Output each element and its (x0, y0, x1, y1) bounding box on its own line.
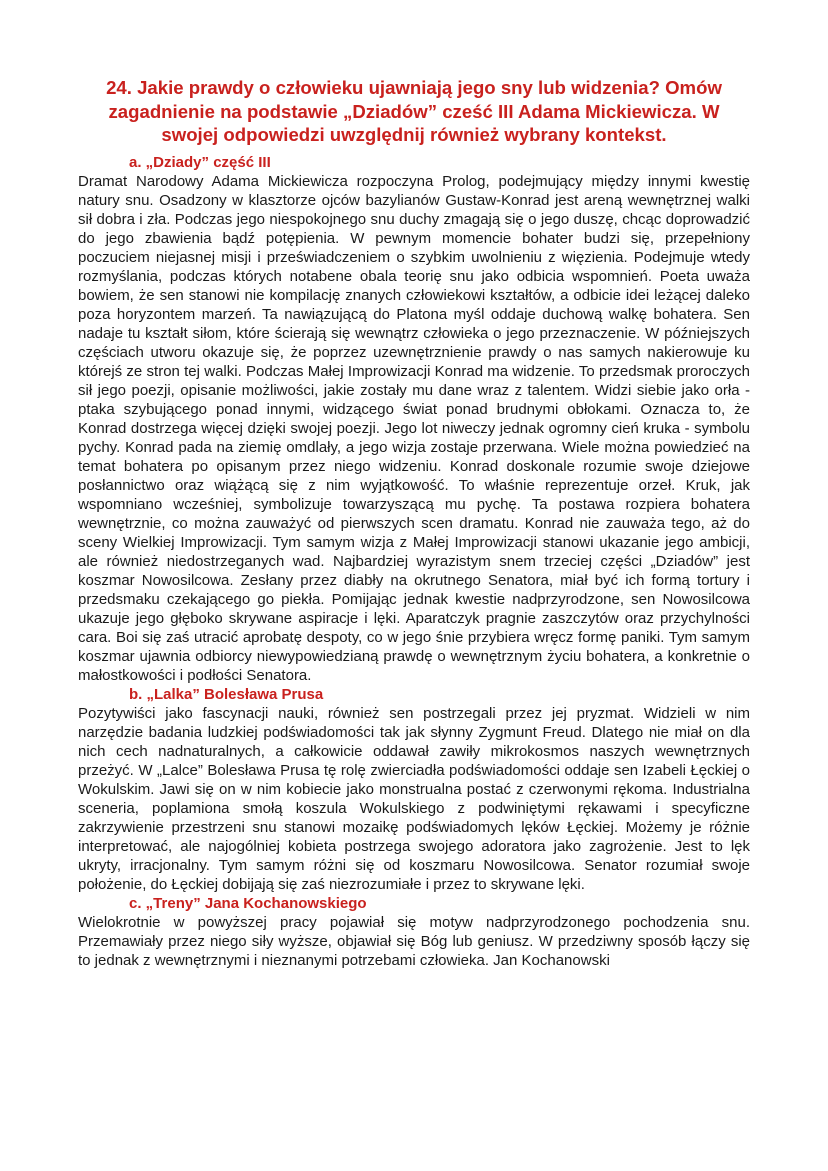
section-text-treny: Wielokrotnie w powyższej pracy pojawiał się motyw nadprzyrodzonego pochodzenia snu. Przemawiały przez niego siły wyższe, objawiał się Bóg lub geniusz. W przedziwny sposób łączy się to jednak z wewnętrznymi i nieznanymi potrzebami człowieka. Jan Kochanowski (78, 913, 750, 969)
document-page (78, 76, 750, 970)
section-heading-treny: c. „Treny” Jana Kochanowskiego (129, 894, 367, 912)
document-title: 24. Jakie prawdy o człowieku ujawniają jego sny lub widzenia? Omów zagadnienie na podstawie „Dziadów” cześć III Adama Mickiewicza. W swojej odpowiedzi uwzględnij również wybrany kontekst. (106, 77, 722, 145)
section-heading-lalka: b. „Lalka” Bolesława Prusa (129, 685, 324, 703)
section-text-dziady: Dramat Narodowy Adama Mickiewicza rozpoczyna Prolog, podejmujący między innymi kwestię natury snu. Osadzony w klasztorze ojców bazylianów Gustaw-Konrad jest areną wewnętrznej walki sił dobra i zła. Podczas jego niespokojnego snu duchy zmagają się o jego duszę, chcąc doprowadzić do jego zbawienia bądź potępienia. W pewnym momencie bohater budzi się, przepełniony poczuciem niejasnej misji i przeświadczeniem o szybkim uwolnieniu z więzienia. Podejmuje wtedy rozmyślania, podczas których notabene obala teorię snu jako odbicia wspomnień. Poeta uważa bowiem, że sen stanowi nie kompilację znanych człowiekowi kształtów, a odbicie idei leżącej daleko poza horyzontem marzeń. Ta nawiązującą do Platona myśl oddaje duchową walkę bohatera. Sen nadaje tu kształt siłom, które ścierają się wewnątrz człowieka o jego przeznaczenie. W późniejszych częściach utworu okazuje się, że poprzez uzewnętrznienie prawdy o nas samych nakierowuje ku którejś ze stron tej walki. Podczas Małej Improwizacji Konrad ma widzenie. To przedsmak proroczych sił jego poezji, opisanie możliwości, jakie zostały mu dane wraz z talentem. Widzi siebie jako orła - ptaka szybującego ponad innymi, widzącego świat ponad brudnymi obłokami. Oznacza to, że Konrad dostrzega więcej dzięki swojej poezji. Jego lot niweczy jednak ogromny cień kruka - symbolu pychy. Konrad pada na ziemię omdlały, a jego wizja zostaje przerwana. Wiele można powiedzieć na temat bohatera po opisanym przez niego widzeniu. Konrad doskonale rozumie swoje dziejowe posłannictwo oraz wiążącą się z nim wyjątkowość. To właśnie reprezentuje orzeł. Kruk, jak wspomniano wcześniej, symbolizuje towarzyszącą mu pychę. Ta postawa rozpiera bohatera wewnętrznie, co można zauważyć od pierwszych scen dramatu. Konrad nie zauważa tego, aż do sceny Wielkiej Improwizacji. Tym samym wizja z Małej Improwizacji stanowi ukazanie jego ambicji, ale również niedostrzeganych wad. Najbardziej wyrazistym snem trzeciej części „Dziadów” jest koszmar Nowosilcowa. Zesłany przez diabły na okrutnego Senatora, miał być ich formą tortury i przedsmaku czekającego go piekła. Pomijając jednak kwestie nadprzyrodzone, sen Nowosilcowa ukazuje jego głęboko skrywane aspiracje i lęki. Aparatczyk pragnie zaszczytów oraz przychylności cara. Boi się zaś utracić aprobatę despoty, co w jego śnie przybiera wręcz formę paniki. Tym samym koszmar ujawnia odbiorcy niewypowiedzianą prawdę o wewnętrznym życiu bohatera, a konkretnie o małostkowości i podłości Senatora. (78, 172, 750, 684)
section-text-lalka: Pozytywiści jako fascynacji nauki, również sen postrzegali przez jej pryzmat. Widzieli w nim narzędzie badania ludzkiej podświadomości tak jak słynny Zygmunt Freud. Dlatego nie miał on dla nich cech nadnaturalnych, a całkowicie oddawał zawiły mikrokosmos naszych wewnętrznych przeżyć. W „Lalce” Bolesława Prusa tę rolę zwierciadła podświadomości oddaje sen Izabeli Łęckiej o Wokulskim. Jawi się on w nim kobiecie jako monstrualna postać z czerwonymi rękoma. Industrialna sceneria, poplamiona smołą koszula Wokulskiego z podwiniętymi rękawami i specyficzne zakrzywienie przestrzeni snu stanowi mozaikę podświadomych lęków Łęckiej. Możemy je różnie interpretować, ale najogólniej kobieta postrzega swojego adoratora jako zagrożenie. Jest to lęk ukryty, irracjonalny. Tym samym różni się od koszmaru Nowosilcowa. Senator rozumiał swoje położenie, do Łęckiej dobijają się zaś niezrozumiałe i przez to skrywane lęki. (78, 704, 750, 893)
section-lalka (78, 685, 750, 894)
section-dziady (78, 153, 750, 685)
section-treny (78, 894, 750, 970)
section-heading-dziady: a. „Dziady” część III (129, 153, 271, 171)
